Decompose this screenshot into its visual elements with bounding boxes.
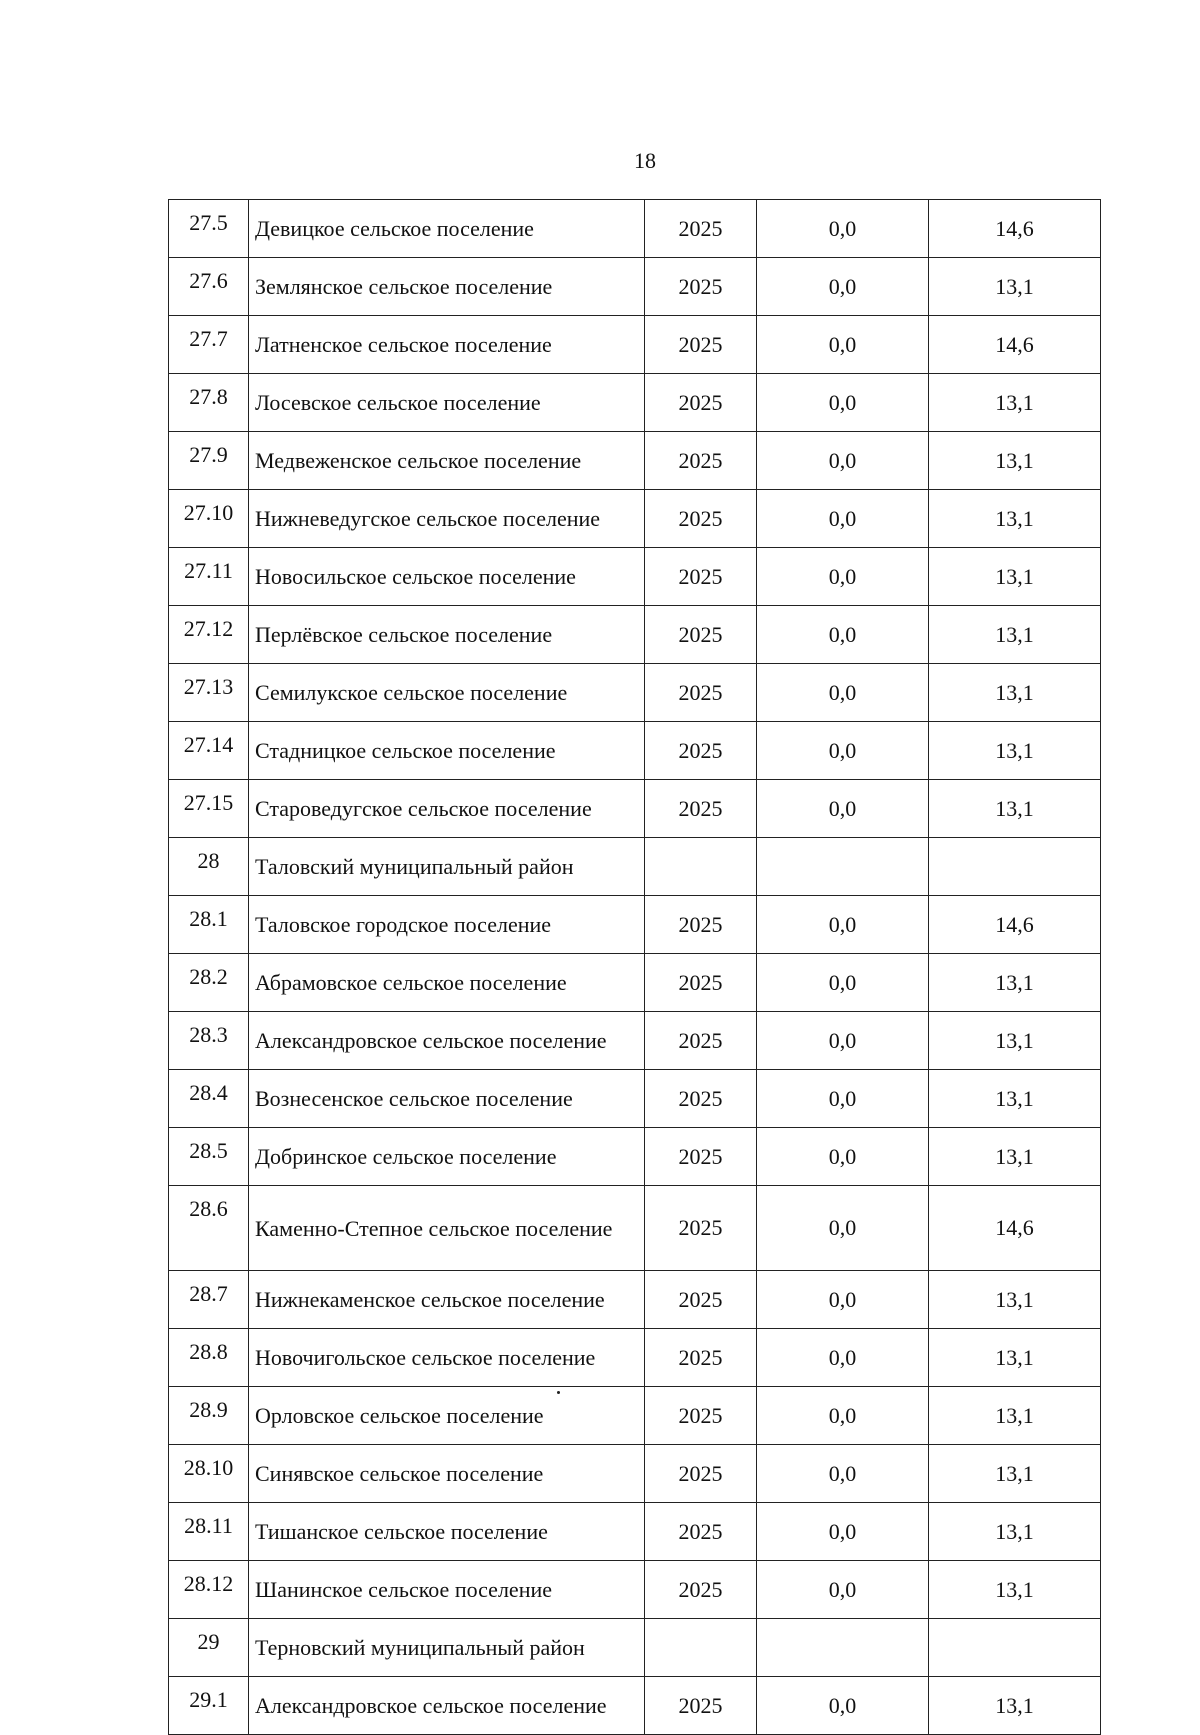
row-number-cell: 27.10 — [169, 490, 249, 548]
settlement-name-cell: Семилукское сельское поселение — [249, 664, 645, 722]
table-row — [169, 1186, 1101, 1271]
value-2-cell: 13,1 — [929, 432, 1101, 490]
row-number-cell: 28.2 — [169, 954, 249, 1012]
value-2-cell: 13,1 — [929, 1271, 1101, 1329]
value-1-cell: 0,0 — [757, 316, 929, 374]
year-cell: 2025 — [645, 780, 757, 838]
row-number-cell: 27.13 — [169, 664, 249, 722]
table-row — [169, 200, 1101, 258]
year-cell: 2025 — [645, 200, 757, 258]
year-cell: 2025 — [645, 548, 757, 606]
value-2-cell: 14,6 — [929, 1186, 1101, 1271]
year-cell: 2025 — [645, 316, 757, 374]
value-2-cell: 13,1 — [929, 490, 1101, 548]
value-1-cell: 0,0 — [757, 548, 929, 606]
value-1-cell: 0,0 — [757, 432, 929, 490]
row-number-cell: 27.5 — [169, 200, 249, 258]
settlement-name-cell: Шанинское сельское поселение — [249, 1561, 645, 1619]
value-1-cell — [757, 838, 929, 896]
row-number-cell: 27.7 — [169, 316, 249, 374]
row-number-cell: 27.9 — [169, 432, 249, 490]
page-number: 18 — [634, 148, 656, 173]
year-cell: 2025 — [645, 664, 757, 722]
row-number-cell: 28.6 — [169, 1186, 249, 1271]
row-number-cell: 28.7 — [169, 1271, 249, 1329]
settlement-name-cell: Абрамовское сельское поселение — [249, 954, 645, 1012]
table-row — [169, 954, 1101, 1012]
value-2-cell: 13,1 — [929, 1561, 1101, 1619]
value-1-cell: 0,0 — [757, 1561, 929, 1619]
value-2-cell: 13,1 — [929, 1070, 1101, 1128]
value-1-cell: 0,0 — [757, 200, 929, 258]
year-cell: 2025 — [645, 722, 757, 780]
settlement-name-cell: Лосевское сельское поселение — [249, 374, 645, 432]
year-cell: 2025 — [645, 1271, 757, 1329]
year-cell: 2025 — [645, 1128, 757, 1186]
year-cell: 2025 — [645, 1329, 757, 1387]
row-number-cell: 28.9 — [169, 1387, 249, 1445]
value-1-cell: 0,0 — [757, 606, 929, 664]
row-number-cell: 29 — [169, 1619, 249, 1677]
year-cell: 2025 — [645, 374, 757, 432]
table-row — [169, 374, 1101, 432]
row-number-cell: 27.14 — [169, 722, 249, 780]
row-number-cell: 27.15 — [169, 780, 249, 838]
value-2-cell: 14,6 — [929, 200, 1101, 258]
settlement-name-cell: Девицкое сельское поселение — [249, 200, 645, 258]
value-2-cell: 13,1 — [929, 374, 1101, 432]
settlement-name-cell: Добринское сельское поселение — [249, 1128, 645, 1186]
value-2-cell: 13,1 — [929, 954, 1101, 1012]
year-cell: 2025 — [645, 1445, 757, 1503]
settlement-name-cell: Каменно-Степное сельское поселение — [249, 1186, 645, 1271]
settlement-name-cell: Вознесенское сельское поселение — [249, 1070, 645, 1128]
table-row — [169, 1503, 1101, 1561]
table-row — [169, 1445, 1101, 1503]
value-2-cell: 13,1 — [929, 1503, 1101, 1561]
value-1-cell: 0,0 — [757, 1012, 929, 1070]
settlement-name-cell: Нижневедугское сельское поселение — [249, 490, 645, 548]
table-row — [169, 1128, 1101, 1186]
value-2-cell: 13,1 — [929, 722, 1101, 780]
table-row — [169, 1619, 1101, 1677]
row-number-cell: 28.12 — [169, 1561, 249, 1619]
row-number-cell: 29.1 — [169, 1677, 249, 1735]
settlement-name-cell: Александровское сельское поселение — [249, 1012, 645, 1070]
year-cell — [645, 1619, 757, 1677]
value-1-cell: 0,0 — [757, 780, 929, 838]
table-row — [169, 896, 1101, 954]
year-cell: 2025 — [645, 1503, 757, 1561]
value-1-cell: 0,0 — [757, 258, 929, 316]
settlement-name-cell: Орловское сельское поселение — [249, 1387, 645, 1445]
year-cell: 2025 — [645, 258, 757, 316]
value-1-cell: 0,0 — [757, 954, 929, 1012]
value-2-cell: 13,1 — [929, 1677, 1101, 1735]
table-row — [169, 722, 1101, 780]
settlement-name-cell: Нижнекаменское сельское поселение — [249, 1271, 645, 1329]
value-2-cell: 14,6 — [929, 316, 1101, 374]
settlement-name-cell: Новочигольское сельское поселение — [249, 1329, 645, 1387]
settlement-name-cell: Медвеженское сельское поселение — [249, 432, 645, 490]
value-1-cell: 0,0 — [757, 1271, 929, 1329]
value-1-cell: 0,0 — [757, 722, 929, 780]
value-2-cell: 13,1 — [929, 1387, 1101, 1445]
value-1-cell: 0,0 — [757, 1445, 929, 1503]
stray-mark — [557, 1391, 560, 1394]
value-2-cell: 13,1 — [929, 780, 1101, 838]
table-row — [169, 1329, 1101, 1387]
table-body — [169, 200, 1101, 1735]
value-1-cell: 0,0 — [757, 1070, 929, 1128]
table-row — [169, 548, 1101, 606]
table-row — [169, 258, 1101, 316]
value-1-cell: 0,0 — [757, 1677, 929, 1735]
settlement-name-cell: Александровское сельское поселение — [249, 1677, 645, 1735]
year-cell: 2025 — [645, 1561, 757, 1619]
value-2-cell: 13,1 — [929, 548, 1101, 606]
settlement-name-cell: Новосильское сельское поселение — [249, 548, 645, 606]
value-1-cell: 0,0 — [757, 664, 929, 722]
value-2-cell: 13,1 — [929, 258, 1101, 316]
row-number-cell: 28.11 — [169, 1503, 249, 1561]
value-1-cell: 0,0 — [757, 1186, 929, 1271]
year-cell: 2025 — [645, 954, 757, 1012]
table-row — [169, 1012, 1101, 1070]
value-2-cell: 13,1 — [929, 1329, 1101, 1387]
row-number-cell: 28.1 — [169, 896, 249, 954]
row-number-cell: 27.8 — [169, 374, 249, 432]
row-number-cell: 28.3 — [169, 1012, 249, 1070]
value-2-cell: 13,1 — [929, 664, 1101, 722]
table-row — [169, 1561, 1101, 1619]
table-row — [169, 664, 1101, 722]
row-number-cell: 28.5 — [169, 1128, 249, 1186]
value-2-cell: 13,1 — [929, 1445, 1101, 1503]
value-1-cell: 0,0 — [757, 1503, 929, 1561]
value-2-cell: 13,1 — [929, 1012, 1101, 1070]
year-cell: 2025 — [645, 1186, 757, 1271]
year-cell: 2025 — [645, 896, 757, 954]
value-2-cell — [929, 1619, 1101, 1677]
row-number-cell: 27.11 — [169, 548, 249, 606]
value-1-cell: 0,0 — [757, 374, 929, 432]
value-1-cell: 0,0 — [757, 1387, 929, 1445]
table-row — [169, 1387, 1101, 1445]
value-2-cell: 13,1 — [929, 606, 1101, 664]
row-number-cell: 28 — [169, 838, 249, 896]
table-row — [169, 316, 1101, 374]
value-1-cell: 0,0 — [757, 490, 929, 548]
table-row — [169, 1070, 1101, 1128]
table-row — [169, 432, 1101, 490]
year-cell: 2025 — [645, 1677, 757, 1735]
table-row — [169, 1677, 1101, 1735]
settlement-name-cell: Таловский муниципальный район — [249, 838, 645, 896]
row-number-cell: 28.8 — [169, 1329, 249, 1387]
row-number-cell: 28.4 — [169, 1070, 249, 1128]
value-1-cell: 0,0 — [757, 1329, 929, 1387]
table-row — [169, 1271, 1101, 1329]
settlement-name-cell: Стадницкое сельское поселение — [249, 722, 645, 780]
value-2-cell: 14,6 — [929, 896, 1101, 954]
year-cell: 2025 — [645, 606, 757, 664]
settlement-name-cell: Староведугское сельское поселение — [249, 780, 645, 838]
year-cell: 2025 — [645, 1387, 757, 1445]
settlement-name-cell: Латненское сельское поселение — [249, 316, 645, 374]
row-number-cell: 28.10 — [169, 1445, 249, 1503]
settlement-name-cell: Синявское сельское поселение — [249, 1445, 645, 1503]
settlement-name-cell: Таловское городское поселение — [249, 896, 645, 954]
row-number-cell: 27.12 — [169, 606, 249, 664]
table-row — [169, 606, 1101, 664]
settlement-name-cell: Тишанское сельское поселение — [249, 1503, 645, 1561]
value-1-cell: 0,0 — [757, 1128, 929, 1186]
settlement-name-cell: Терновский муниципальный район — [249, 1619, 645, 1677]
value-2-cell: 13,1 — [929, 1128, 1101, 1186]
year-cell — [645, 838, 757, 896]
value-2-cell — [929, 838, 1101, 896]
year-cell: 2025 — [645, 1012, 757, 1070]
row-number-cell: 27.6 — [169, 258, 249, 316]
year-cell: 2025 — [645, 432, 757, 490]
year-cell: 2025 — [645, 1070, 757, 1128]
data-table — [168, 199, 1101, 1735]
settlement-name-cell: Перлёвское сельское поселение — [249, 606, 645, 664]
table-row — [169, 838, 1101, 896]
settlement-name-cell: Землянское сельское поселение — [249, 258, 645, 316]
year-cell: 2025 — [645, 490, 757, 548]
table-row — [169, 490, 1101, 548]
value-1-cell: 0,0 — [757, 896, 929, 954]
value-1-cell — [757, 1619, 929, 1677]
table-row — [169, 780, 1101, 838]
